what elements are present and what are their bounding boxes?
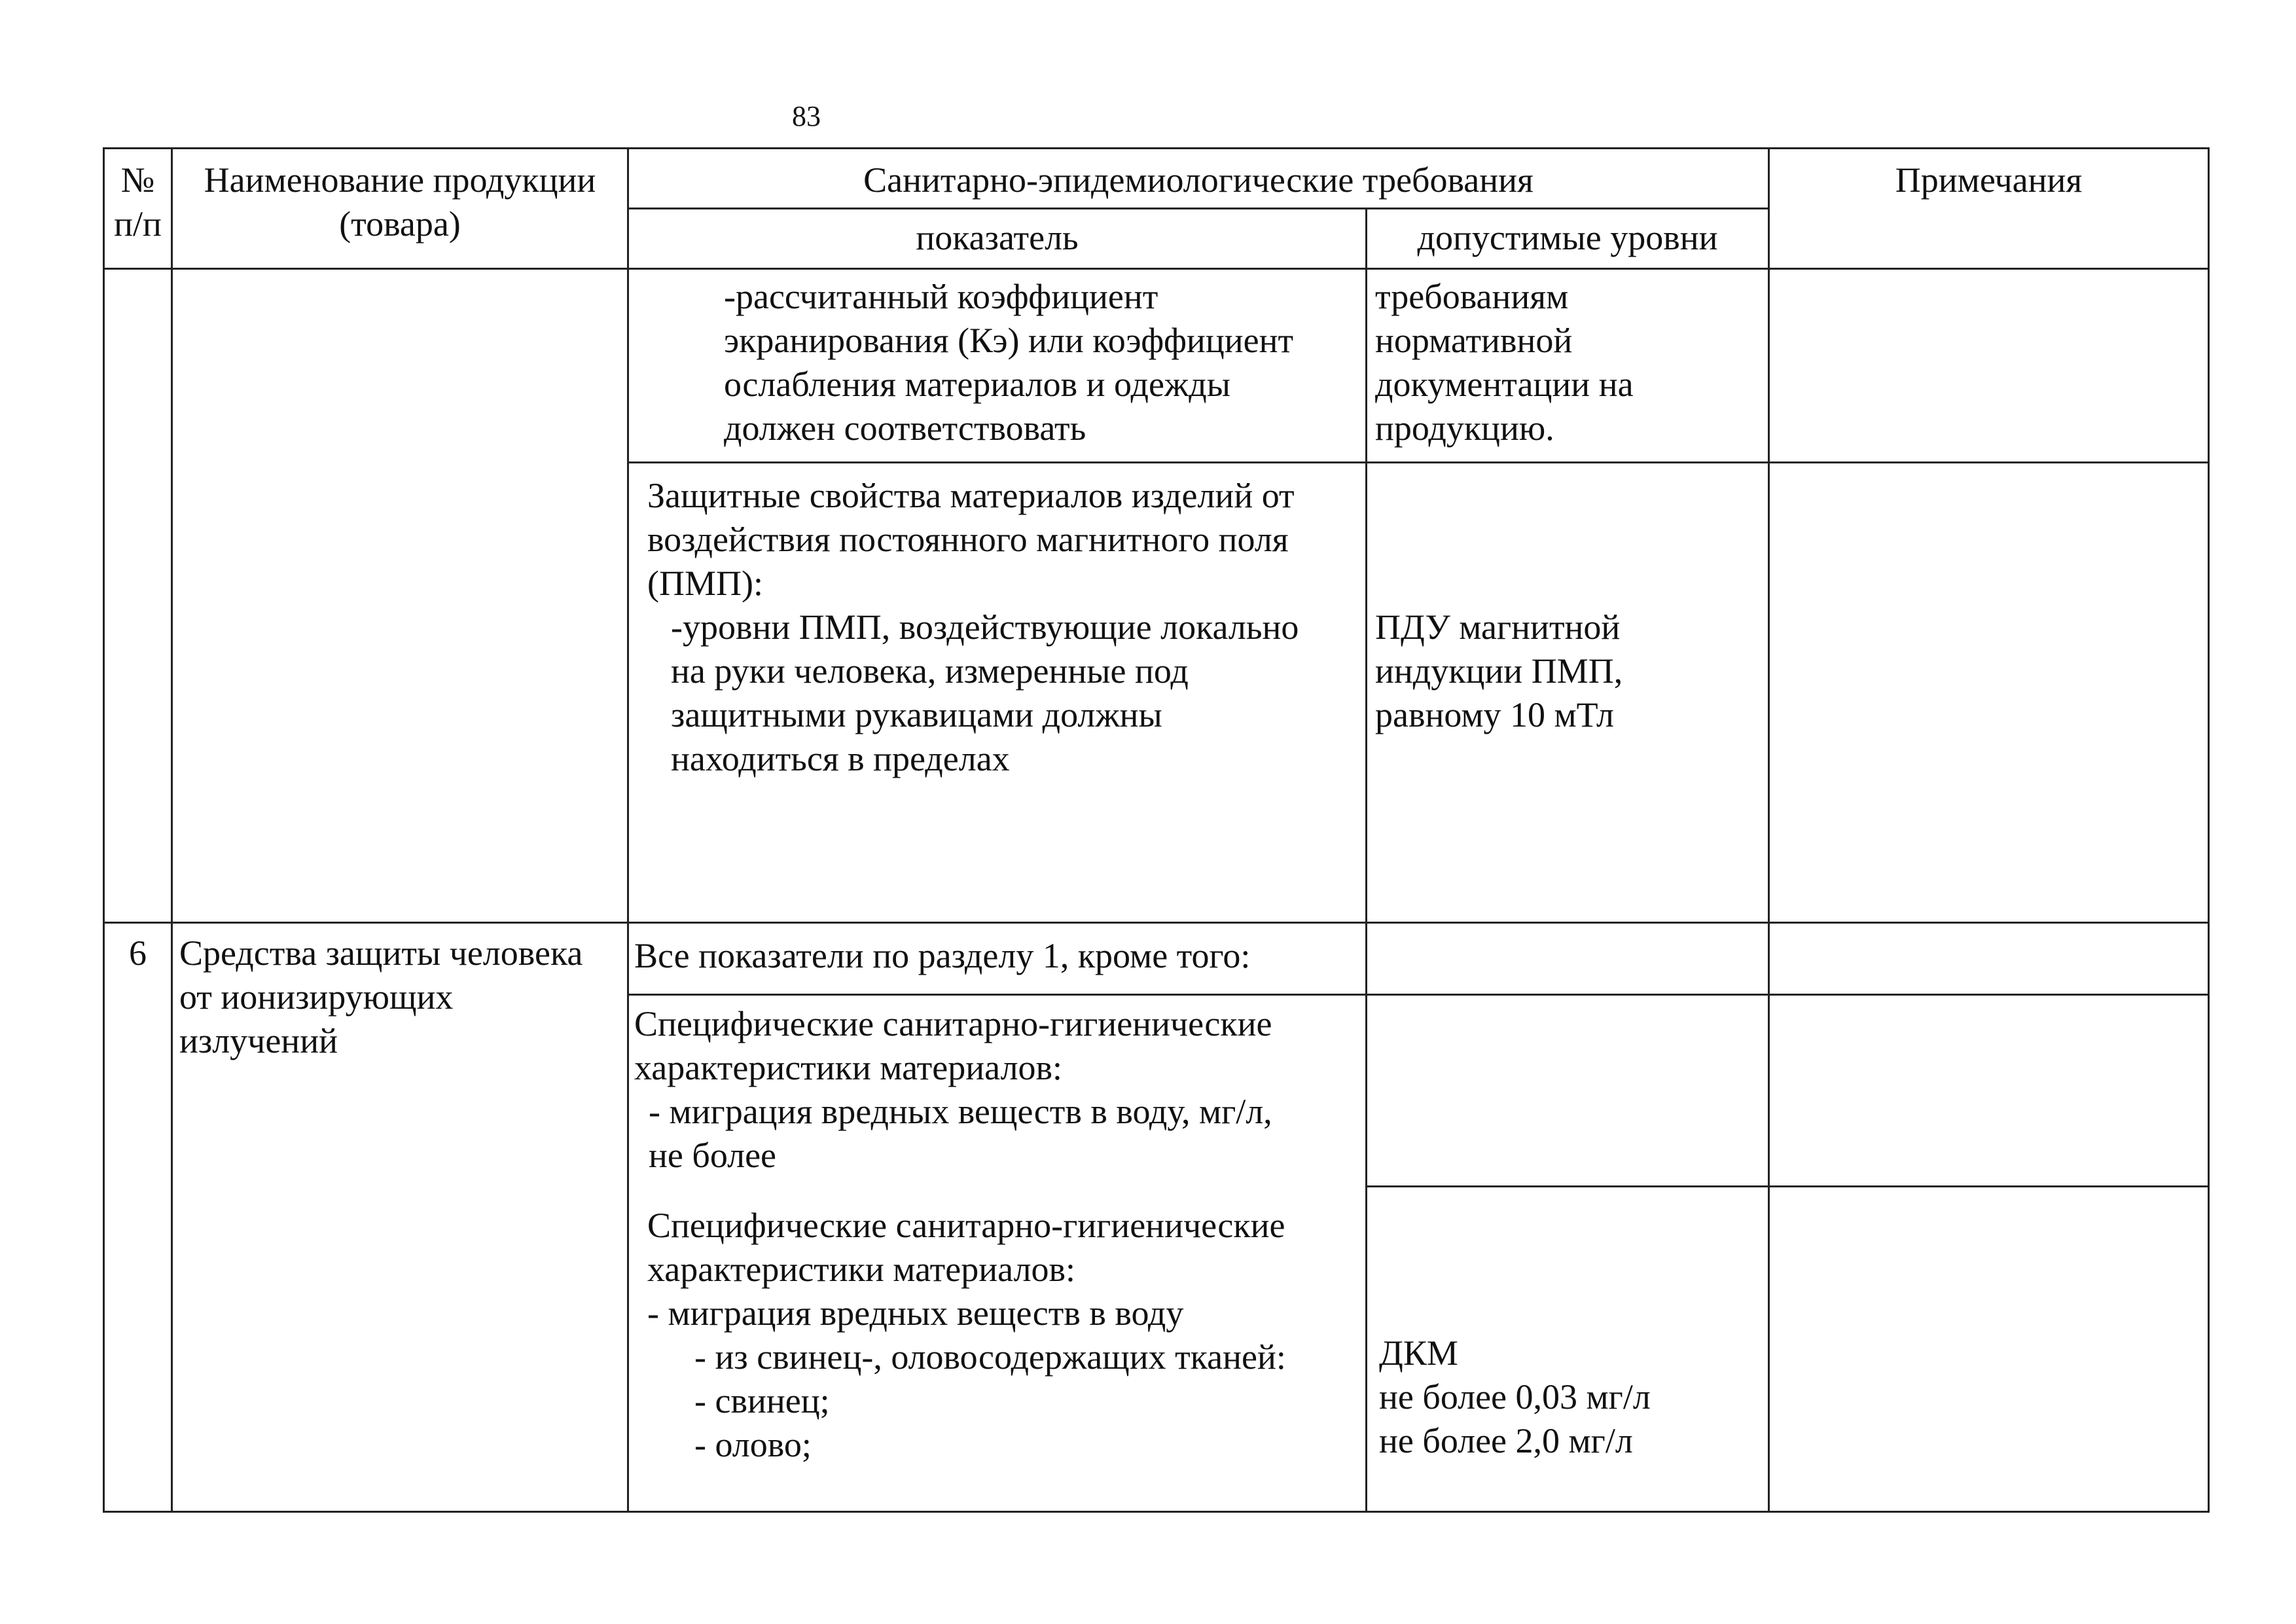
indicator-line: находиться в пределах (671, 739, 1010, 778)
cell-levels (1367, 463, 1769, 923)
indicator-line: характеристики материалов: (634, 1048, 1063, 1087)
header-product-name (172, 149, 628, 269)
levels-line: индукции ПМП, (1375, 651, 1623, 691)
indicator-line: на руки человека, измеренные под (671, 651, 1189, 691)
indicator-line: характеристики материалов: (647, 1250, 1076, 1289)
row-number: 6 (129, 933, 147, 973)
levels-line: не более 0,03 мг/л (1379, 1377, 1651, 1416)
header-levels-label: допустимые уровни (1417, 218, 1718, 257)
indicator-line: - миграция вредных веществ в воду, мг/л, (649, 1092, 1272, 1131)
header-number-line1: № (120, 160, 155, 200)
page-number: 83 (792, 100, 821, 132)
indicator-line: Защитные свойства материалов изделий от (647, 476, 1295, 515)
indicator-line: Специфические санитарно-гигиенические (634, 1004, 1272, 1043)
levels-line: продукцию. (1375, 408, 1554, 448)
indicator-line: - из свинец-, оловосодержащих тканей: (694, 1337, 1286, 1377)
cell-levels-empty (1367, 995, 1769, 1187)
indicator-line: не более (649, 1136, 777, 1175)
indicator-line: экранирования (Кэ) или коэффициент (724, 321, 1294, 360)
cell-name-empty (172, 269, 628, 923)
cell-levels-empty (1367, 923, 1769, 995)
name-line: Средства защиты человека (179, 933, 583, 973)
cell-number (104, 923, 172, 1512)
name-line: от ионизирующих (179, 977, 454, 1017)
indicator-line: - миграция вредных веществ в воду (647, 1293, 1184, 1333)
indicator-line: Все показатели по разделу 1, кроме того: (634, 936, 1251, 975)
cell-number-empty (104, 269, 172, 923)
cell-name (172, 923, 628, 1512)
cell-notes-empty (1769, 463, 2209, 923)
header-requirements-label: Санитарно-эпидемиологические требования (863, 160, 1534, 200)
levels-line: ДКМ (1379, 1333, 1458, 1373)
levels-line: не более 2,0 мг/л (1379, 1421, 1633, 1460)
levels-line: ПДУ магнитной (1375, 607, 1621, 647)
indicator-line: - олово; (694, 1425, 812, 1464)
indicator-line: (ПМП): (647, 564, 763, 603)
header-number-line2: п/п (114, 204, 162, 244)
cell-levels (1367, 269, 1769, 463)
table-row (104, 923, 2209, 995)
header-product-name-line2: (товара) (339, 204, 461, 244)
levels-line: документации на (1375, 365, 1634, 404)
indicator-line: Специфические санитарно-гигиенические (647, 1206, 1285, 1245)
cell-notes-empty (1769, 995, 2209, 1187)
cell-notes-empty (1769, 923, 2209, 995)
cell-indicator (628, 463, 1367, 923)
requirements-table (103, 147, 2210, 1513)
cell-indicator (628, 923, 1367, 995)
cell-notes-empty (1769, 269, 2209, 463)
indicator-line: должен соответствовать (724, 408, 1086, 448)
cell-notes-empty (1769, 1187, 2209, 1512)
indicator-line: -уровни ПМП, воздействующие локально (671, 607, 1299, 647)
levels-line: равному 10 мТл (1375, 695, 1614, 734)
header-number (104, 149, 172, 269)
levels-line: нормативной (1375, 321, 1573, 360)
header-product-name-line1: Наименование продукции (204, 160, 596, 200)
cell-indicator (628, 269, 1367, 463)
indicator-line: воздействия постоянного магнитного поля (647, 520, 1289, 559)
header-requirements (628, 149, 1769, 209)
table-header-row (104, 149, 2209, 209)
name-line: излучений (179, 1021, 338, 1060)
cell-indicator (628, 995, 1367, 1512)
indicator-line: ослабления материалов и одежды (724, 365, 1230, 404)
levels-line: требованиям (1375, 277, 1569, 316)
header-indicator (628, 209, 1367, 269)
indicator-line: защитными рукавицами должны (671, 695, 1162, 734)
header-notes (1769, 149, 2209, 269)
indicator-line: - свинец; (694, 1381, 830, 1420)
header-notes-label: Примечания (1895, 160, 2083, 200)
table-row (104, 269, 2209, 463)
indicator-line: -рассчитанный коэффициент (724, 277, 1158, 316)
header-indicator-label: показатель (916, 218, 1079, 257)
header-levels (1367, 209, 1769, 269)
cell-levels (1367, 1187, 1769, 1512)
